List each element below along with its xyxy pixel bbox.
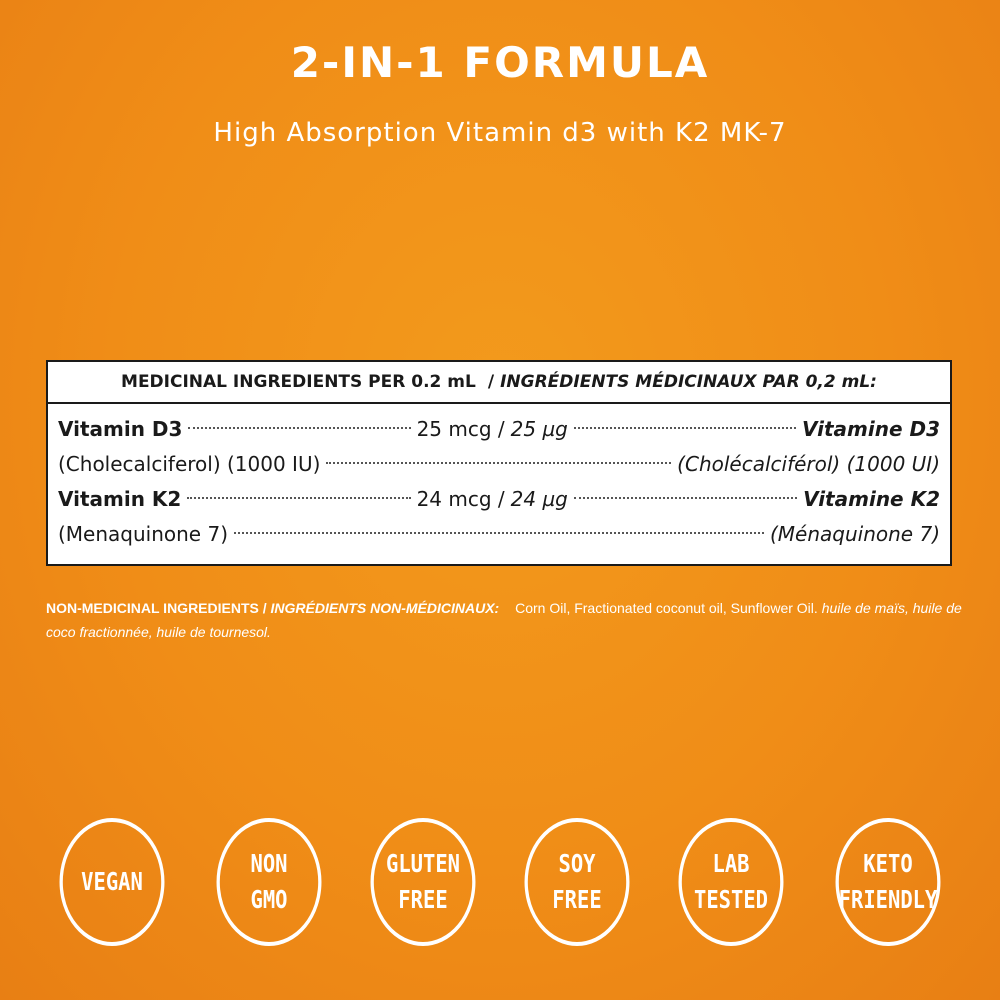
non-medicinal-ingredients <box>46 596 962 644</box>
badge-vegan <box>60 818 165 946</box>
badge-non-gmo <box>217 818 322 946</box>
panel-heading-separator: / <box>487 372 495 392</box>
non-medicinal-value-fr: huile de maïs, huile de coco fractionnée, huile de tournesol. <box>46 600 962 640</box>
dot-leader <box>326 462 671 464</box>
non-medicinal-label-fr: INGRÉDIENTS NON-MÉDICINAUX: <box>270 600 500 616</box>
ingredient-source-en: (Cholecalciferol) (1000 IU) <box>58 452 321 476</box>
ingredient-source-en: (Menaquinone 7) <box>58 522 228 546</box>
badge-soy-free <box>525 818 630 946</box>
ingredient-row-cholecalciferol <box>58 447 940 482</box>
certification-badges <box>48 818 954 946</box>
badge-line: TESTED <box>693 885 769 914</box>
ingredient-name-fr: Vitamine K2 <box>803 487 940 511</box>
badge-line: SOY <box>558 849 596 878</box>
ingredient-source-fr: (Ménaquinone 7) <box>770 522 940 546</box>
badge-line: FRIENDLY <box>838 885 938 914</box>
page-subtitle: High Absorption Vitamin d3 with K2 MK-7 <box>213 118 787 148</box>
badge-line: NON <box>250 849 288 878</box>
dot-leader <box>188 427 410 429</box>
ingredient-name-en: Vitamin D3 <box>58 417 183 441</box>
badge-line: VEGAN <box>81 867 143 896</box>
badge-line: KETO <box>863 849 913 878</box>
ingredient-row-vitamin-d3 <box>58 412 940 447</box>
non-medicinal-value-en: Corn Oil, Fractionated coconut oil, Sunflower Oil. <box>515 600 818 616</box>
badge-line: LAB <box>712 849 750 878</box>
panel-heading <box>48 362 950 404</box>
dot-leader <box>234 532 764 534</box>
ingredient-dose-en: 24 mcg / <box>416 487 505 511</box>
badge-keto-friendly <box>836 818 941 946</box>
ingredient-name-en: Vitamin K2 <box>58 487 182 511</box>
ingredient-row-menaquinone <box>58 517 940 552</box>
panel-heading-fr: INGRÉDIENTS MÉDICINAUX PAR 0,2 mL: <box>500 372 877 392</box>
ingredient-source-fr: (Cholécalciférol) (1000 UI) <box>677 452 940 476</box>
ingredient-name-fr: Vitamine D3 <box>801 417 941 441</box>
panel-heading-en: MEDICINAL INGREDIENTS PER 0.2 mL <box>121 372 476 392</box>
dot-leader <box>574 427 796 429</box>
ingredient-dose-fr: 25 µg <box>510 417 568 441</box>
ingredient-dose-fr: 24 µg <box>510 487 568 511</box>
badge-gluten-free <box>371 818 476 946</box>
ingredient-row-vitamin-k2 <box>58 482 940 517</box>
dot-leader <box>187 497 410 499</box>
dot-leader <box>574 497 797 499</box>
non-medicinal-label-en: NON-MEDICINAL INGREDIENTS / <box>46 600 267 616</box>
badge-line: GMO <box>250 885 288 914</box>
ingredient-dose-en: 25 mcg / <box>416 417 505 441</box>
badge-line: FREE <box>552 885 602 914</box>
medicinal-ingredients-panel <box>46 360 952 566</box>
page-title: 2-IN-1 FORMULA <box>290 38 710 87</box>
badge-lab-tested <box>679 818 784 946</box>
badge-line: FREE <box>398 885 448 914</box>
badge-line: GLUTEN <box>385 849 461 878</box>
